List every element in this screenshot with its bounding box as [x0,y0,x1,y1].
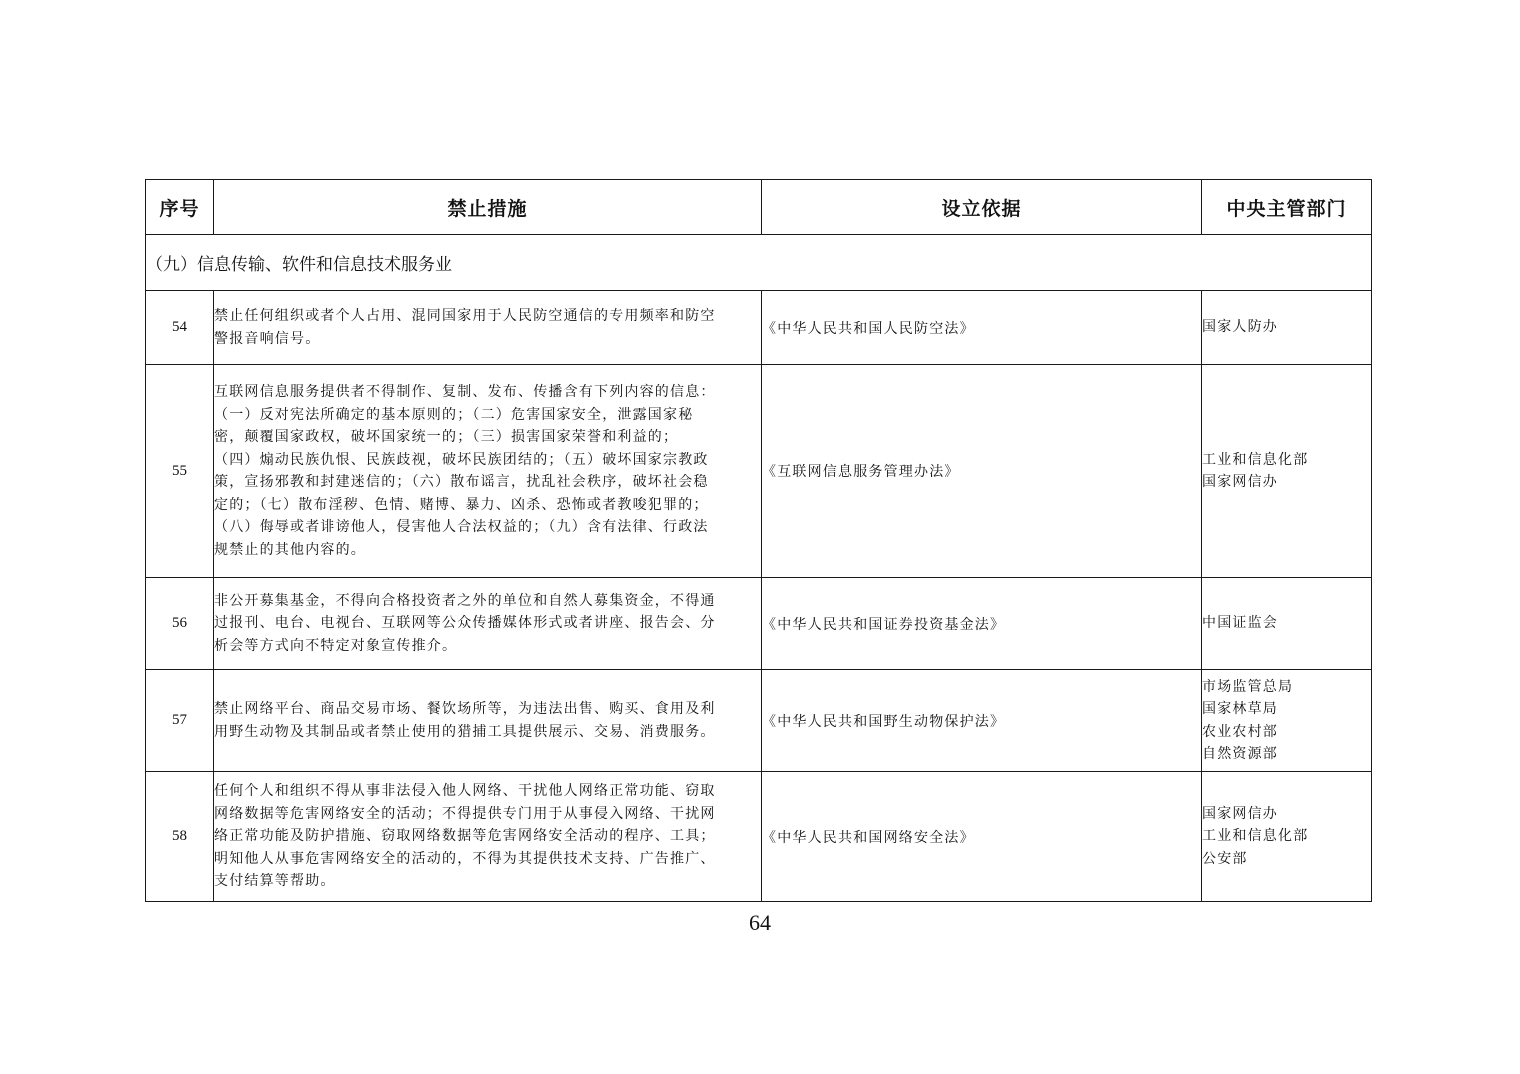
measure-line: 定的；（七）散布淫秽、色情、赌博、暴力、凶杀、恐怖或者教唆犯罪的； [214,496,709,513]
measure-cell [214,578,762,670]
table-row [146,291,1372,365]
measure-line: 析会等方式向不特定对象宣传推介。 [214,637,458,654]
basis-cell: 《中华人民共和国野生动物保护法》 [762,670,1202,772]
dept-cell [1202,365,1372,578]
dept-line: 农业农村部 [1202,723,1278,740]
measure-cell [214,772,762,902]
measure-line: 策，宣扬邪教和封建迷信的；（六）散布谣言，扰乱社会秩序，破坏社会稳 [214,474,709,490]
row-number: 56 [146,578,214,670]
table-row [146,670,1372,772]
measure-cell [214,291,762,365]
page-number: 64 [749,910,771,935]
measure-line: 规禁止的其他内容的。 [214,541,366,558]
dept-line: 国家人防办 [1202,319,1278,336]
measure-line: 禁止任何组织或者个人占用、混同国家用于人民防空通信的专用频率和防空 [214,308,716,324]
row-number: 54 [146,291,214,365]
dept-line: 中国证监会 [1202,615,1278,632]
dept-cell [1202,291,1372,365]
measure-line: 网络数据等危害网络安全的活动；不得提供专门用于从事侵入网络、干扰网 [214,805,716,822]
measure-line: 明知他人从事危害网络安全的活动的，不得为其提供技术支持、广告推广、 [214,850,716,867]
row-number: 57 [146,670,214,772]
row-number: 55 [146,365,214,578]
measure-line: 互联网信息服务提供者不得制作、复制、发布、传播含有下列内容的信息： [214,384,716,400]
measure-line: 用野生动物及其制品或者禁止使用的猎捕工具提供展示、交易、消费服务。 [214,723,716,740]
dept-line: 市场监管总局 [1202,678,1294,695]
measure-line: 过报刊、电台、电视台、互联网等公众传播媒体形式或者讲座、报告会、分 [214,615,716,632]
header-row [146,180,1372,235]
dept-line: 工业和信息化部 [1202,451,1309,468]
dept-cell [1202,670,1372,772]
table-row [146,772,1372,902]
basis-cell: 《中华人民共和国人民防空法》 [762,291,1202,365]
dept-line: 公安部 [1202,850,1248,867]
measure-line: （四）煽动民族仇恨、民族歧视，破坏民族团结的；（五）破坏国家宗教政 [214,451,709,468]
header-no: 序号 [146,180,214,235]
measure-line: 任何个人和组织不得从事非法侵入他人网络、干扰他人网络正常功能、窃取 [214,783,716,800]
measure-line: 禁止网络平台、商品交易市场、餐饮场所等，为违法出售、购买、食用及利 [214,701,716,717]
dept-line: 工业和信息化部 [1202,828,1309,845]
dept-cell [1202,772,1372,902]
header-measure: 禁止措施 [214,180,762,235]
dept-line: 国家网信办 [1202,805,1278,822]
basis-cell: 《中华人民共和国网络安全法》 [762,772,1202,902]
measure-line: 非公开募集基金，不得向合格投资者之外的单位和自然人募集资金，不得通 [214,592,716,609]
measure-cell [214,365,762,578]
measure-line: 密，颠覆国家政权，破坏国家统一的；（三）损害国家荣誉和利益的； [214,429,679,445]
measure-line: 络正常功能及防护措施、窃取网络数据等危害网络安全活动的程序、工具； [214,828,716,845]
section-title: （九）信息传输、软件和信息技术服务业 [146,235,1372,291]
measure-line: （八）侮辱或者诽谤他人，侵害他人合法权益的；（九）含有法律、行政法 [214,519,709,535]
dept-cell [1202,578,1372,670]
row-number: 58 [146,772,214,902]
dept-line: 国家网信办 [1202,474,1278,490]
table-row [146,578,1372,670]
section-row [146,235,1372,291]
basis-cell: 《互联网信息服务管理办法》 [762,365,1202,578]
measure-line: 支付结算等帮助。 [214,873,336,890]
measure-line: （一）反对宪法所确定的基本原则的；（二）危害国家安全，泄露国家秘 [214,406,694,423]
measure-line: 警报音响信号。 [214,330,321,347]
basis-cell: 《中华人民共和国证券投资基金法》 [762,578,1202,670]
dept-line: 自然资源部 [1202,746,1278,762]
header-dept: 中央主管部门 [1202,180,1372,235]
dept-line: 国家林草局 [1202,701,1278,717]
header-basis: 设立依据 [762,180,1202,235]
measure-cell [214,670,762,772]
table-row [146,365,1372,578]
prohibition-table [145,179,1372,902]
